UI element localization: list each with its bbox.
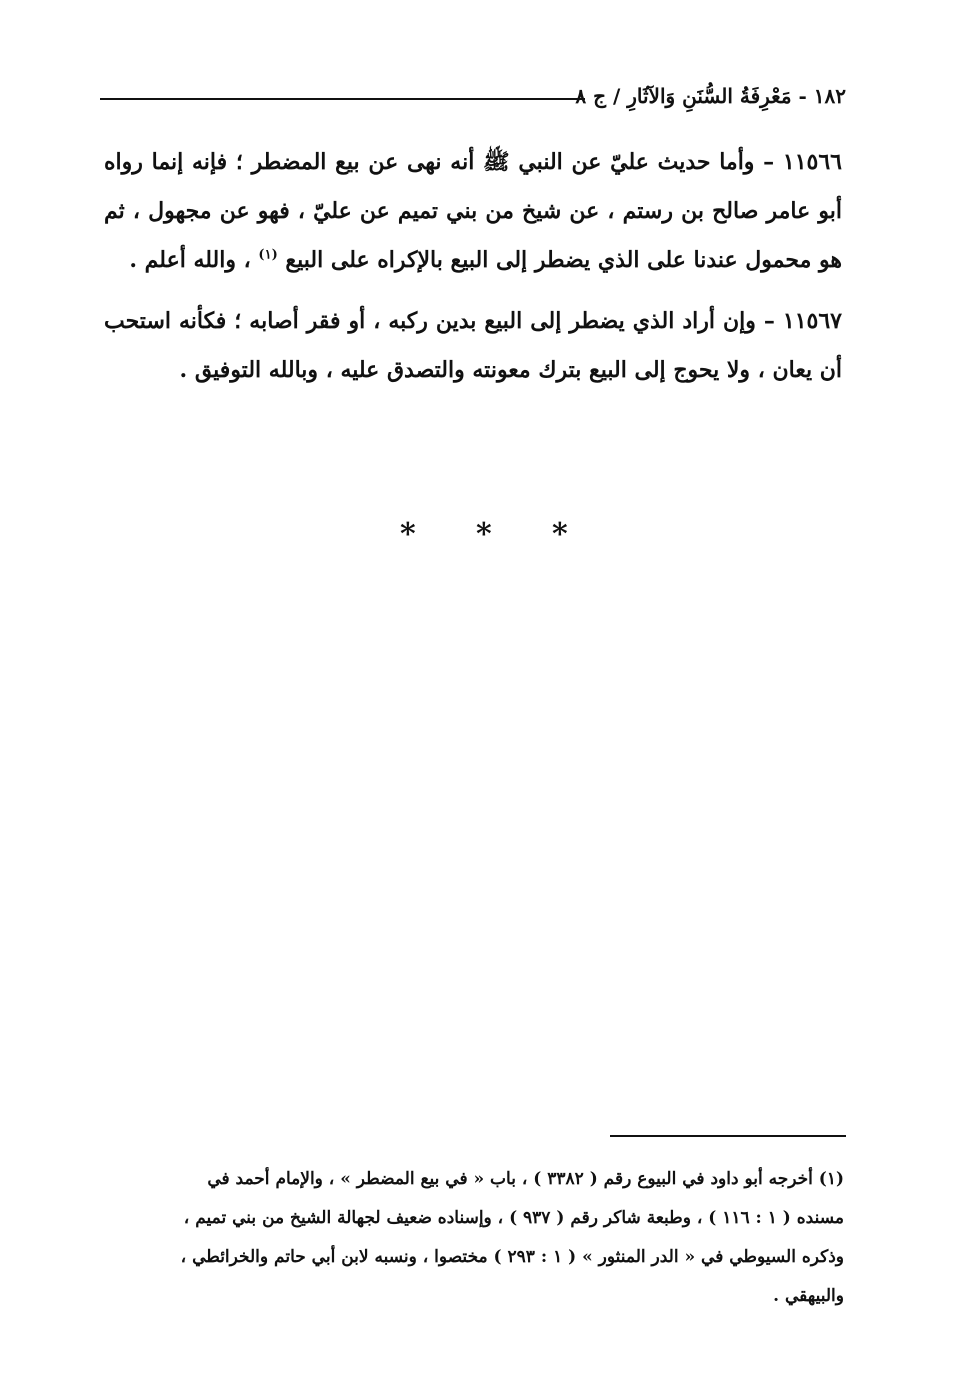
paragraph-number: ١١٥٦٦ — [782, 149, 842, 175]
section-separator — [380, 515, 600, 555]
header-rule — [100, 98, 585, 100]
footnote-reference[interactable]: (١) — [258, 247, 278, 263]
paragraph-11566 — [104, 138, 842, 285]
paragraph-number: ١١٥٦٧ — [782, 308, 842, 334]
footnote-line: مسنده ( ١ : ١١٦ ) ، وطبعة شاكر رقم ( ٩٣٧ ) ، وإسناده ضعيف لجهالة الشيخ من بني تميم ، — [183, 1208, 844, 1228]
running-title: ١٨٢ - مَعْرِفَةُ السُّنَنِ وَالآثَارِ / ج ٨ — [575, 84, 846, 108]
star-separator: * — [476, 517, 492, 552]
star-separator: * — [552, 517, 568, 552]
main-text — [104, 138, 842, 407]
footnote-line: وذكره السيوطي في « الدر المنثور » ( ١ : ٢٩٣ ) مختصوا ، ونسبه لابن أبي حاتم والخرائطي ، — [180, 1247, 844, 1267]
footnote-rule — [610, 1135, 846, 1137]
footnote-block — [104, 1160, 844, 1316]
star-separator: * — [400, 517, 416, 552]
paragraph-text: – وأما حديث عليّ عن النبي ﷺ أنه نهى عن بيع المضطر ؛ فإنه إنما رواه أبو عامر صالح بن رستم ، عن شيخ من بني تميم عن عليّ ، فهو عن مجهول ، ثم هو محمول عندنا على الذي يضطر إلى البيع بالإكراه على البيع — [104, 149, 842, 273]
footnote-line: والبيهقي . — [773, 1286, 844, 1306]
footnote-line: (١) أخرجه أبو داود في البيوع رقم ( ٣٣٨٢ ) ، باب « في بيع المضطر » ، والإمام أحمد في — [207, 1169, 844, 1189]
paragraph-text-end: ، والله أعلم . — [129, 247, 251, 273]
paragraph-text: – وإن أراد الذي يضطر إلى البيع بدين ركبه ، أو فقر أصابه ؛ فكأنه استحب أن يعان ، ولا يحوج إلى البيع بترك معونته والتصدق عليه ، وبالله التوفيق . — [104, 308, 842, 383]
paragraph-11567 — [104, 297, 842, 395]
page-header — [100, 82, 846, 112]
